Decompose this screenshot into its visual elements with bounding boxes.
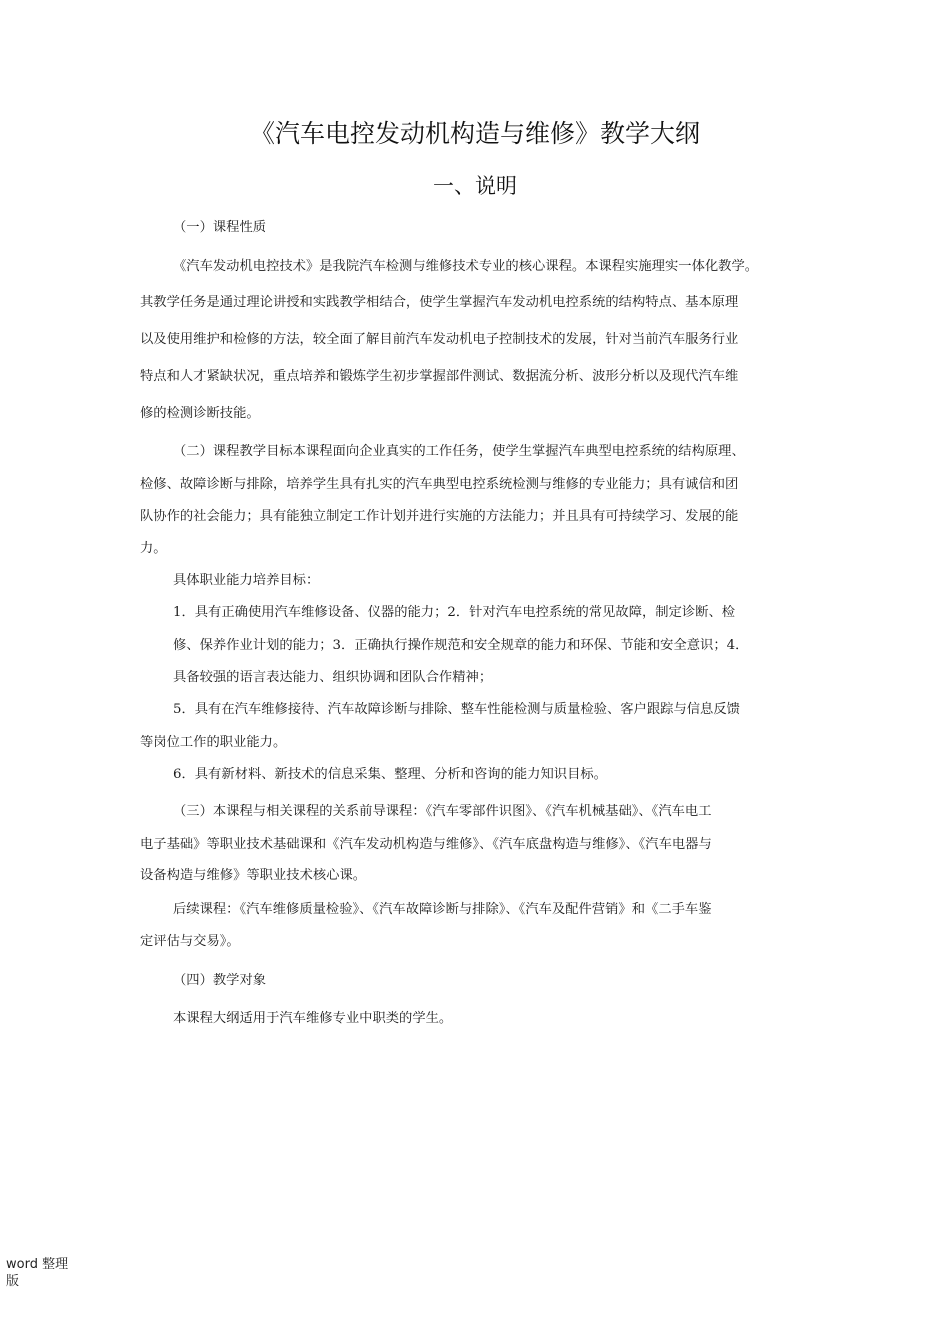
paragraph-line: 具体职业能力培养目标：: [173, 573, 320, 588]
list-item: 6．具有新材料、新技术的信息采集、整理、分析和咨询的能力知识目标。: [173, 767, 607, 782]
paragraph-line: 设备构造与维修》等职业技术核心课。: [140, 868, 367, 883]
paragraph-line: 其教学任务是通过理论讲授和实践教学相结合，使学生掌握汽车发动机电控系统的结构特点、基本原理: [140, 295, 739, 310]
paragraph-line: 后续课程：《汽车维修质量检验》、《汽车故障诊断与排除》、《汽车及配件营销》和《二手车鉴: [173, 902, 712, 917]
paragraph-line: 电子基础》等职业技术基础课和《汽车发动机构造与维修》、《汽车底盘构造与维修》、《汽车电器与: [140, 837, 712, 852]
footer-line: 版: [6, 1274, 20, 1289]
paragraph-line: （三）本课程与相关课程的关系前导课程：《汽车零部件识图》、《汽车机械基础》、《汽车电工: [173, 804, 712, 819]
list-item: 等岗位工作的职业能力。: [140, 735, 287, 750]
footer-line: word 整理: [6, 1257, 69, 1272]
paragraph-line: 以及使用维护和检修的方法，较全面了解目前汽车发动机电子控制技术的发展，针对当前汽车服务行业: [140, 332, 739, 347]
paragraph-line: （二）课程教学目标本课程面向企业真实的工作任务，使学生掌握汽车典型电控系统的结构原理、: [173, 444, 745, 459]
paragraph-line: 力。: [140, 541, 167, 556]
paragraph-line: 本课程大纲适用于汽车维修专业中职类的学生。: [173, 1011, 453, 1026]
paragraph-line: 特点和人才紧缺状况，重点培养和锻炼学生初步掌握部件测试、数据流分析、波形分析以及现代汽车维: [140, 369, 739, 384]
subheading-teaching-target: （四）教学对象: [173, 973, 267, 988]
paragraph-line: 《汽车发动机电控技术》是我院汽车检测与维修技术专业的核心课程。本课程实施理实一体化教学。: [173, 259, 759, 274]
list-item: 1．具有正确使用汽车维修设备、仪器的能力；2．针对汽车电控系统的常见故障，制定诊断、检: [173, 605, 736, 620]
section-heading: 一、说明: [433, 174, 517, 198]
paragraph-line: 修的检测诊断技能。: [140, 406, 260, 421]
paragraph-line: 定评估与交易》。: [140, 934, 240, 949]
document-title: 《汽车电控发动机构造与维修》教学大纲: [249, 119, 700, 148]
list-item: 修、保养作业计划的能力；3．正确执行操作规范和安全规章的能力和环保、节能和安全意识；4．: [173, 638, 749, 653]
list-item: 具备较强的语言表达能力、组织协调和团队合作精神；: [173, 670, 493, 685]
list-item: 5．具有在汽车维修接待、汽车故障诊断与排除、整车性能检测与质量检验、客户跟踪与信息反馈: [173, 702, 740, 717]
paragraph-line: 队协作的社会能力；具有能独立制定工作计划并进行实施的方法能力；并且具有可持续学习、发展的能: [140, 509, 739, 524]
paragraph-line: 检修、故障诊断与排除，培养学生具有扎实的汽车典型电控系统检测与维修的专业能力；具有诚信和团: [140, 477, 739, 492]
footer-note: [6, 1256, 68, 1290]
subheading-course-nature: （一）课程性质: [173, 220, 267, 235]
